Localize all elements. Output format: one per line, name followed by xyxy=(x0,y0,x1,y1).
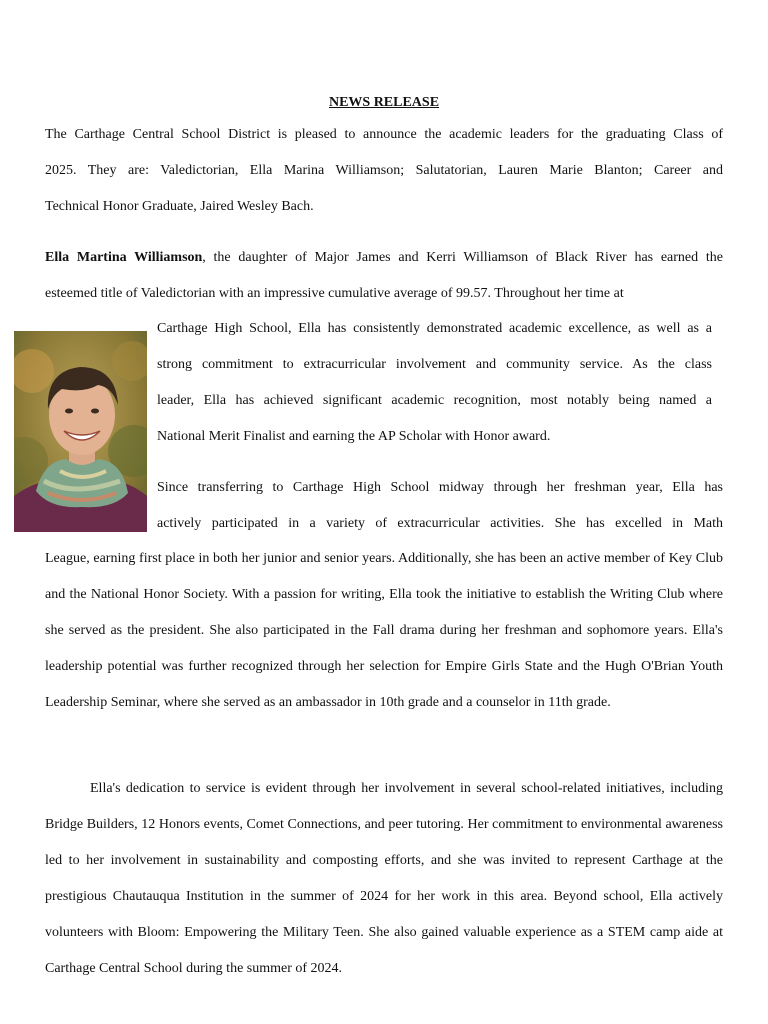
bio-line xyxy=(45,240,723,276)
intro-line: 2025. They are: Valedictorian, Ella Marina Williamson; Salutatorian, Lauren Marie Blanton; Career and xyxy=(45,163,723,178)
bio-line: National Merit Finalist and earning the AP Scholar with Honor award. xyxy=(157,429,551,444)
bio-wrapped-text xyxy=(157,311,712,455)
bio-line: Carthage High School, Ella has consistently demonstrated academic excellence, as well as a xyxy=(157,321,712,336)
bio-line: strong commitment to extracurricular involvement and community service. As the class xyxy=(157,357,712,372)
activities-line: Since transferring to Carthage High School midway through her freshman year, Ella has xyxy=(157,480,723,495)
activities-wrapped-text xyxy=(157,470,723,542)
bio-paragraph xyxy=(45,240,723,312)
intro-line: The Carthage Central School District is pleased to announce the academic leaders for the graduating Class of xyxy=(45,127,723,142)
bio-line: esteemed title of Valedictorian with an impressive cumulative average of 99.57. Throughout her time at xyxy=(45,286,624,301)
student-name: Ella Martina Williamson xyxy=(45,250,203,265)
bio-line: leader, Ella has achieved significant academic recognition, most notably being named a xyxy=(157,393,712,408)
student-photo xyxy=(14,331,147,532)
portrait-image xyxy=(14,331,147,532)
intro-line: Technical Honor Graduate, Jaired Wesley Bach. xyxy=(45,199,314,214)
service-paragraph: Ella's dedication to service is evident through her involvement in several school-related initiatives, including Bridge Builders, 12 Honors events, Comet Connections, and peer tutoring. Her commitment to environmental awareness led to her involvement in sustainability and composting efforts, and she was invited to represent Carthage at the prestigious Chautauqua Institution in the summer of 2024 for her work in this area. Beyond school, Ella actively volunteers with Bloom: Empowering the Military Teen. She also gained valuable experience as a STEM camp aide at Carthage Central School during the summer of 2024. xyxy=(45,781,723,976)
page-title: NEWS RELEASE xyxy=(328,95,440,110)
bio-line-text: , the daughter of Major James and Kerri Williamson of Black River has earned the xyxy=(202,250,723,265)
intro-paragraph xyxy=(45,117,723,225)
activities-line: actively participated in a variety of extracurricular activities. She has excelled in Math xyxy=(157,516,723,531)
activities-paragraph: League, earning first place in both her junior and senior years. Additionally, she has been an active member of Key Club and the National Honor Society. With a passion for writing, Ella took the initiative to establish the Writing Club where she served as the president. She also participated in the Fall drama during her freshman and sophomore years. Ella's leadership potential was further recognized through her selection for Empire Girls State and the Hugh O'Brian Youth Leadership Seminar, where she served as an ambassador in 10th grade and a counselor in 11th grade. xyxy=(45,551,723,710)
